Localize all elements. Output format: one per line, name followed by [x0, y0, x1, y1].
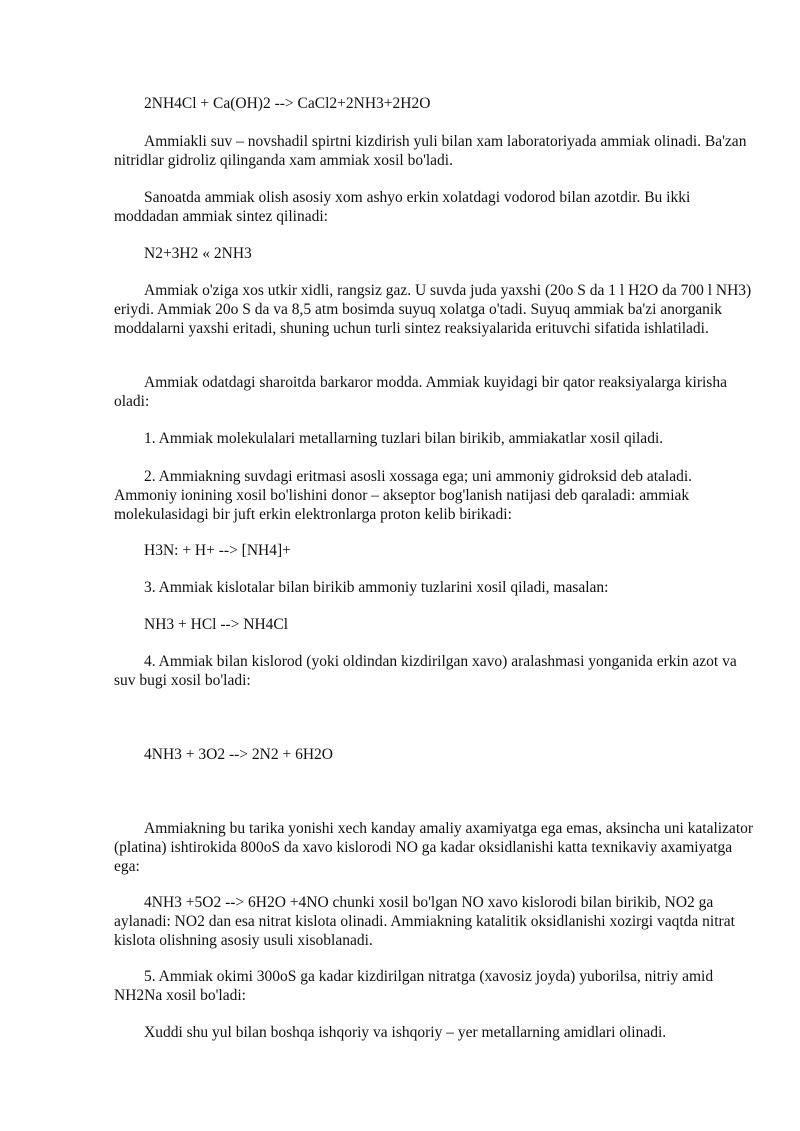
paragraph-reaction-3: 3. Ammiak kislotalar bilan birikib ammoniy tuzlarini xosil qiladi, masalan: [144, 579, 609, 596]
paragraph-stability: Ammiak odatdagi sharoitda barkaror modda. Ammiak kuyidagi bir qator reaksiyalarga kirisha oladi: [114, 374, 727, 410]
paragraph-industry: Sanoatda ammiak olish asosiy xom ashyo erkin xolatdagi vodorod bilan azotdir. Bu ikki moddadan ammiak sintez qilinadi: [114, 189, 691, 225]
reaction-equation-ammonium: H3N: + H+ --> [NH4]+ [144, 542, 291, 559]
paragraph-ammonia-water: Ammiakli suv – novshadil spirtni kizdirish yuli bilan xam laboratoriyada ammiak olinadi. Ba'zan nitridlar gidroliz qilinganda xam ammiak xosil bo'ladi. [114, 133, 747, 169]
paragraph-reaction-2: 2. Ammiakning suvdagi eritmasi asosli xossaga ega; uni ammoniy gidroksid deb ataladi. Ammoniy ionining xosil bo'lishini donor – akseptor bog'lanish natijasi deb qaraladi: ammiak molekulasidagi bir juft erkin elektronlarga proton kelib birikadi: [114, 468, 693, 523]
paragraph-nitric-acid: 4NH3 +5O2 --> 6H2O +4NO chunki xosil bo'lgan NO xavo kislorodi bilan birikib, NO2 ga aylanadi: NO2 dan esa nitrat kislota olinadi. Ammiakning katalitik oksidlanishi xozirgi vaqtda nitrat kislota olishning asosiy usuli xisoblanadi. [114, 894, 735, 949]
paragraph-reaction-1: 1. Ammiak molekulalari metallarning tuzlari bilan birikib, ammiakatlar xosil qiladi. [144, 430, 664, 447]
reaction-equation-lab: 2NH4Cl + Ca(OH)2 --> CaCl2+2NH3+2H2O [144, 95, 431, 112]
paragraph-properties: Ammiak o'ziga xos utkir xidli, rangsiz gaz. U suvda juda yaxshi (20o S da 1 l H2O da 700 l NH3) eriydi. Ammiak 20o S da va 8,5 atm bosimda suyuq xolatga o'tadi. Suyuq ammiak ba'zi anorganik moddalarni yaxshi eritadi, shuning uchun turli sintez reaksiyalarida erituvchi sifatida ishlatiladi. [114, 282, 752, 337]
paragraph-amides: Xuddi shu yul bilan boshqa ishqoriy va ishqoriy – yer metallarning amidlari olinadi. [144, 1024, 667, 1041]
reaction-equation-combustion: 4NH3 + 3O2 --> 2N2 + 6H2O [144, 746, 333, 763]
paragraph-reaction-4: 4. Ammiak bilan kislorod (yoki oldindan kizdirilgan xavo) aralashmasi yonganida erkin azot va suv bugi xosil bo'ladi: [114, 653, 737, 689]
paragraph-reaction-5: 5. Ammiak okimi 300oS ga kadar kizdirilgan nitratga (xavosiz joyda) yuborilsa, nitriy amid NH2Na xosil bo'ladi: [114, 968, 714, 1004]
reaction-equation-synthesis: N2+3H2 « 2NH3 [144, 245, 252, 262]
reaction-equation-hcl: NH3 + HCl --> NH4Cl [144, 616, 289, 633]
paragraph-catalytic: Ammiakning bu tarika yonishi xech kanday amaliy axamiyatga ega emas, aksincha uni katalizator (platina) ishtirokida 800oS da xavo kislorodi NO ga kadar oksidlanishi katta texnikaviy axamiyatga ega: [114, 820, 754, 875]
